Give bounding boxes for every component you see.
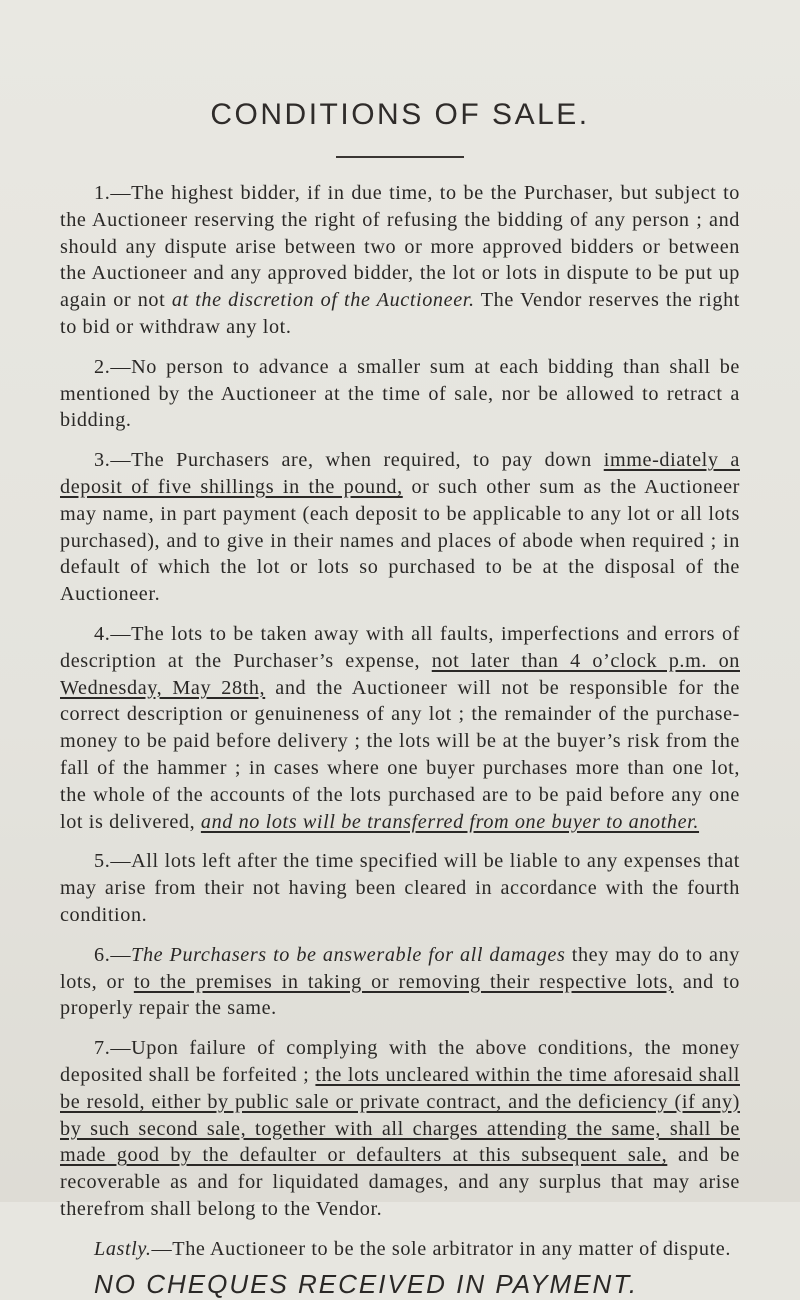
condition-2: 2.—No person to advance a smaller sum at each bidding than shall be mentioned by the Auctioneer at the time of sale, nor be allowed to retract a bidding.	[60, 355, 740, 432]
condition-3: 3.—The Purchasers are, when required, to pay down imme-diately a deposit of five shillings in the pound, or such other sum as the Auctioneer may name, in part payment (each deposit to be applicable to any lot or all lots purchased), and to give in their names and places of abode when required ; in default of which the lot or lots so purchased to be at the disposal of the Auctioneer.	[60, 449, 740, 606]
condition-4: 4.—The lots to be taken away with all faults, imperfections and errors of description at the Purchaser’s expense, not later than 4 o’clock p.m. on Wednesday, May 28th, and the Auctioneer will not be responsible for the correct description or genuineness of any lot ; the remainder of the purchase-money to be paid before delivery ; the lots will be at the buyer’s risk from the fall of the hammer ; in cases where one buyer purchases more than one lot, the whole of the accounts of the lots purchased are to be paid before any one lot is delivered, and no lots will be transferred from one buyer to another.	[60, 622, 740, 833]
page-title: CONDITIONS OF SALE.	[210, 98, 590, 131]
title-divider	[336, 156, 464, 158]
conditions-list	[60, 180, 740, 1262]
condition-lastly: Lastly.—The Auctioneer to be the sole arbitrator in any matter of dispute.	[94, 1237, 731, 1260]
condition-7: 7.—Upon failure of complying with the above conditions, the money deposited shall be forfeited ; the lots uncleared within the time aforesaid shall be resold, either by public sale or private contract, and the deficiency (if any) by such second sale, together with all charges attending the same, shall be made good by the defaulter or defaulters at this subsequent sale, and be recoverable as and for liquidated damages, and any surplus that may arise therefrom shall belong to the Vendor.	[60, 1037, 740, 1220]
condition-1: 1.—The highest bidder, if in due time, to be the Purchaser, but subject to the Auctioneer reserving the right of refusing the bidding of any person ; and should any dispute arise between two or more approved bidders or between the Auctioneer and any approved bidder, the lot or lots in dispute to be put up again or not at the discretion of the Auctioneer. The Vendor reserves the right to bid or withdraw any lot.	[60, 182, 740, 338]
payment-notice: NO CHEQUES RECEIVED IN PAYMENT.	[94, 1269, 639, 1300]
condition-5: 5.—All lots left after the time specified will be liable to any expenses that may arise from their not having been cleared in accordance with the fourth condition.	[60, 850, 740, 926]
condition-6: 6.—The Purchasers to be answerable for all damages they may do to any lots, or to the premises in taking or removing their respective lots, and to properly repair the same.	[60, 943, 740, 1020]
